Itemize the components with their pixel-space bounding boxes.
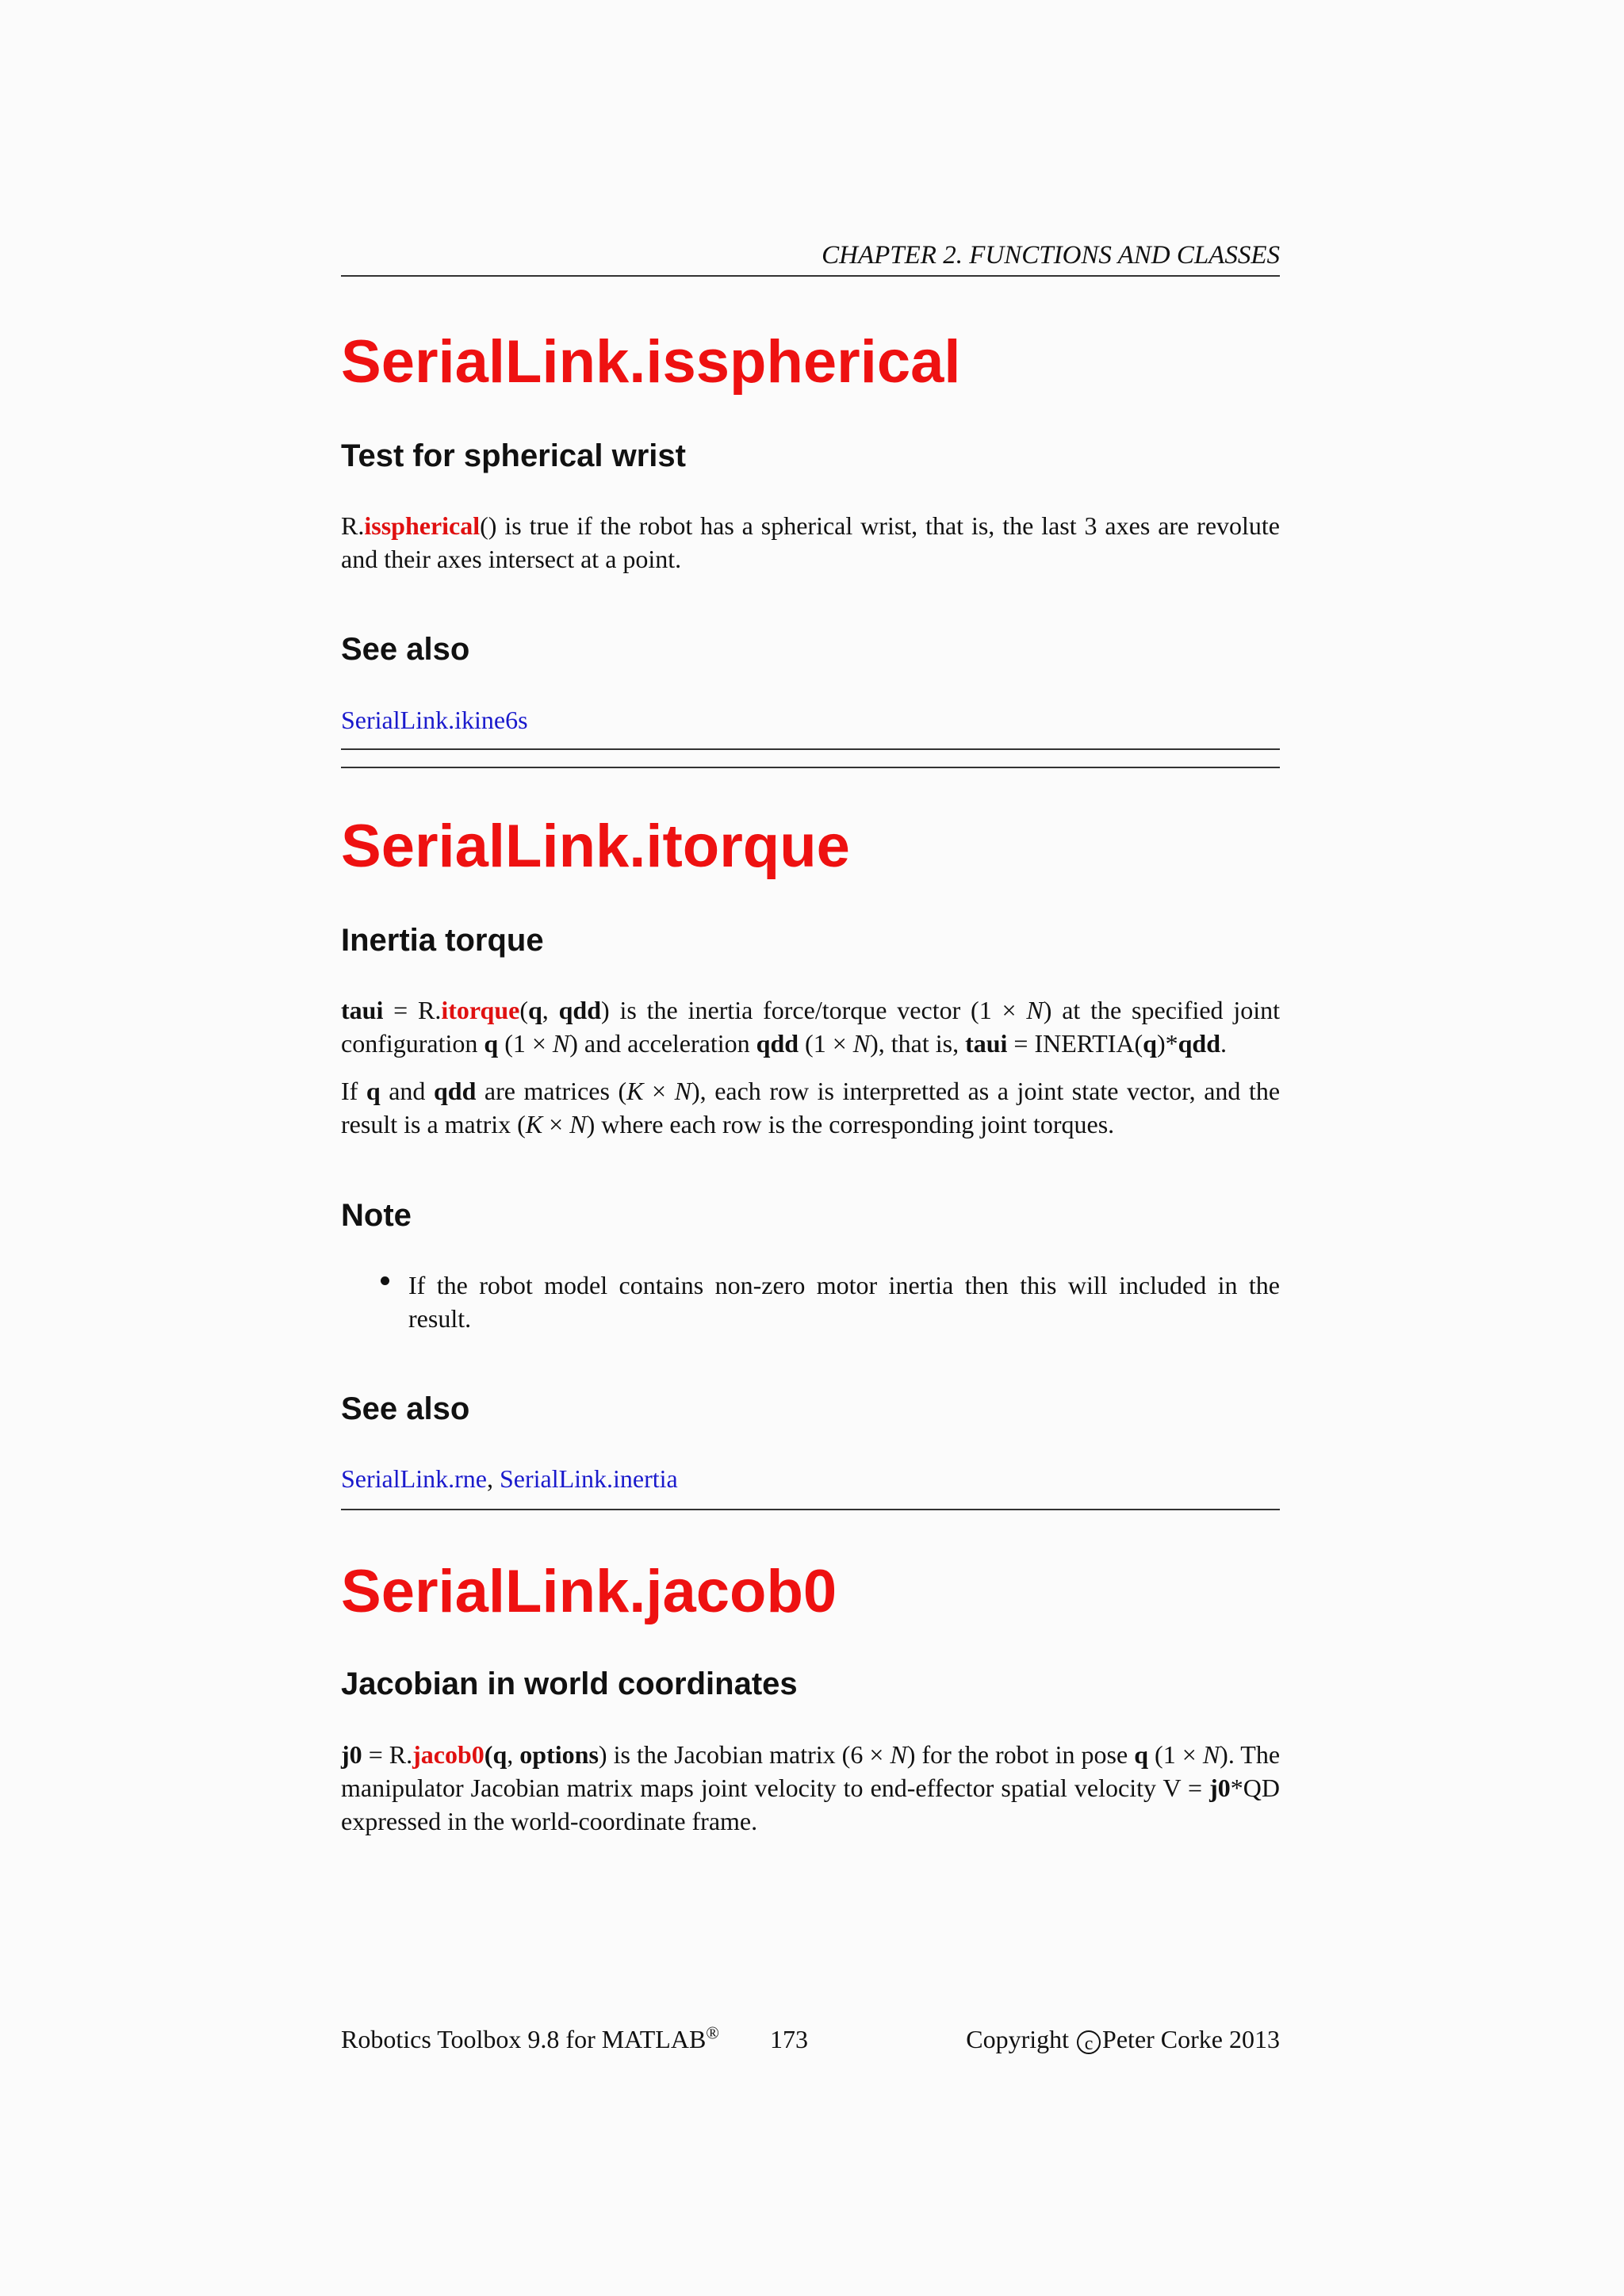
section-divider xyxy=(341,767,1280,768)
note-heading: Note xyxy=(341,1198,412,1233)
section-divider xyxy=(341,748,1280,750)
footer-copyright: Copyright c Peter Corke 2013 xyxy=(966,2025,1280,2054)
section-divider xyxy=(341,1509,1280,1510)
description-jacob0: j0 = R.jacob0(q, options) is the Jacobian matrix (6 × N) for the robot in pose q (1 × N). The manipulator Jacobian matrix maps joint velocity to end-effector spatial velocity V = j0*QD expressed in the world-coordinate frame. xyxy=(341,1740,1281,1835)
bullet-icon xyxy=(381,1276,389,1285)
subtitle-isspherical: Test for spherical wrist xyxy=(341,438,686,473)
note-text: If the robot model contains non-zero motor inertia then this will included in the result. xyxy=(408,1271,1280,1333)
function-name: jacob0 xyxy=(412,1740,485,1769)
footer-title: Robotics Toolbox 9.8 for MATLAB® xyxy=(341,2022,719,2053)
section-title-itorque: SerialLink.itorque xyxy=(341,813,850,880)
subtitle-itorque: Inertia torque xyxy=(341,923,544,958)
see-also-heading: See also xyxy=(341,632,470,667)
link-inertia[interactable]: SerialLink.inertia xyxy=(499,1464,678,1493)
function-name: isspherical xyxy=(364,511,481,540)
subtitle-jacob0: Jacobian in world coordinates xyxy=(341,1667,798,1701)
description-isspherical: R.isspherical() is true if the robot has a spherical wrist, that is, the last 3 axes are revolute and their axes intersect at a point. xyxy=(341,511,1280,573)
page-number: 173 xyxy=(770,2025,808,2053)
link-rne[interactable]: SerialLink.rne xyxy=(341,1464,487,1493)
description-itorque-matrix: If q and qdd are matrices (K × N), each row is interpretted as a joint state vector, and the result is a matrix (K × N) where each row is the corresponding joint torques. xyxy=(341,1077,1281,1138)
header-rule xyxy=(341,275,1280,277)
see-also-heading: See also xyxy=(341,1391,470,1426)
link-ikine6s[interactable]: SerialLink.ikine6s xyxy=(341,706,528,734)
section-title-isspherical: SerialLink.isspherical xyxy=(341,328,961,396)
see-also-links: SerialLink.rne, SerialLink.inertia xyxy=(341,1464,678,1493)
document-page xyxy=(341,0,1280,2296)
copyright-icon: c xyxy=(1077,2030,1101,2054)
see-also-links xyxy=(341,703,1280,737)
section-title-jacob0: SerialLink.jacob0 xyxy=(341,1558,837,1625)
function-name: itorque xyxy=(441,996,520,1024)
running-head: CHAPTER 2. FUNCTIONS AND CLASSES xyxy=(822,241,1280,270)
description-itorque: taui = R.itorque(q, qdd) is the inertia force/torque vector (1 × N) at the specified joint configuration q (1 × N) and acceleration qdd (1 × N), that is, taui = INERTIA(q)*qdd. xyxy=(341,996,1281,1058)
